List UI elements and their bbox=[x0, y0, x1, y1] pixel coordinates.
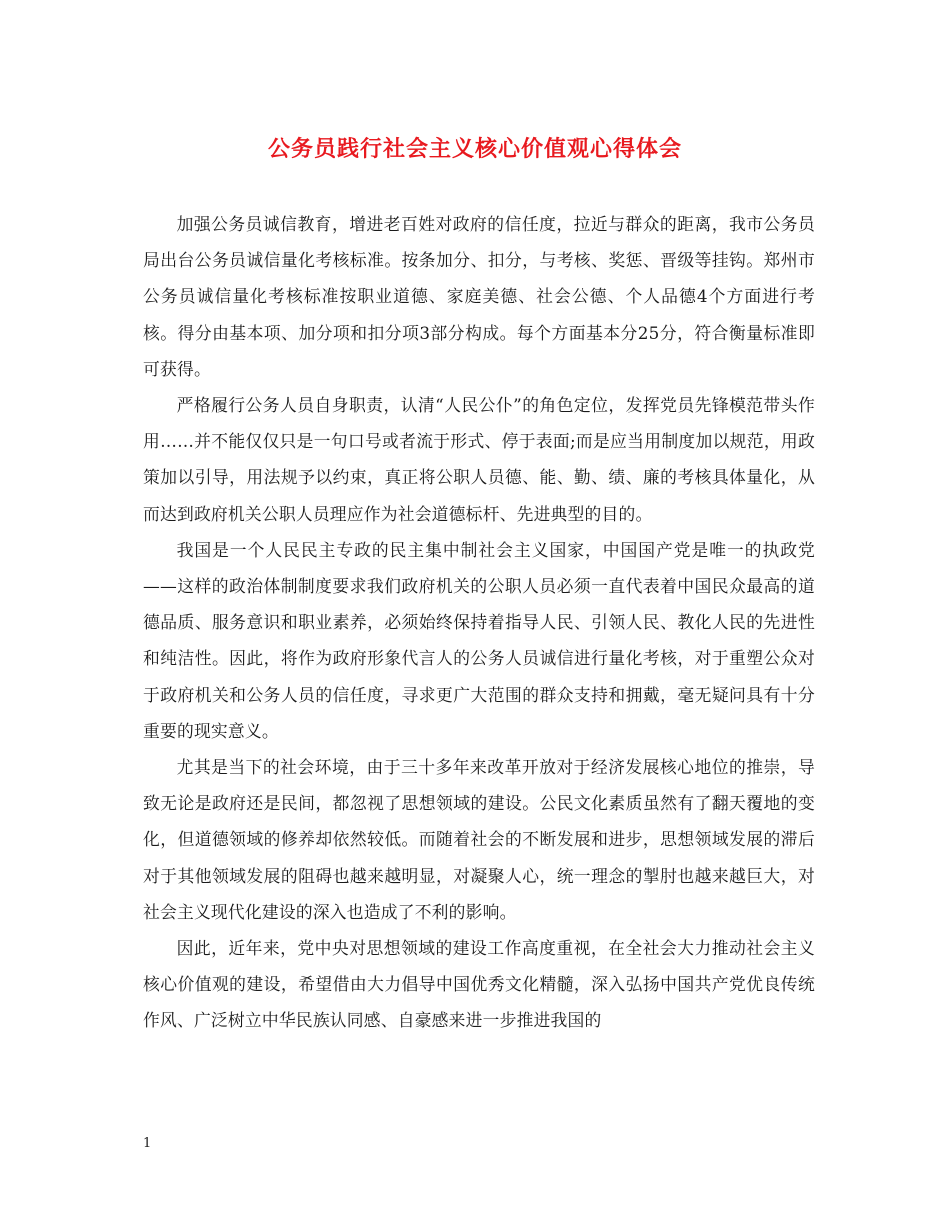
document-title: 公务员践行社会主义核心价值观心得体会 bbox=[267, 136, 682, 162]
paragraph: 尤其是当下的社会环境，由于三十多年来改革开放对于经济发展核心地位的推崇，导致无论是政府还是民间，都忽视了思想领域的建设。公民文化素质虽然有了翻天覆地的变化，但道德领域的修养却依然较低。而随着社会的不断发展和进步，思想领域发展的滞后对于其他领域发展的阻碍也越来越明显，对凝聚人心，统一理念的掣肘也越来越巨大，对社会主义现代化建设的深入也造成了不利的影响。 bbox=[143, 757, 815, 922]
paragraph: 因此，近年来，党中央对思想领域的建设工作高度重视，在全社会大力推动社会主义核心价值观的建设，希望借由大力倡导中国优秀文化精髓，深入弘扬中国共产党优良传统作风、广泛树立中华民族认同感、自豪感来进一步推进我国的 bbox=[143, 938, 815, 1031]
document-body bbox=[143, 206, 815, 1039]
paragraph: 加强公务员诚信教育，增进老百姓对政府的信任度，拉近与群众的距离，我市公务员局出台公务员诚信量化考核标准。按条加分、扣分，与考核、奖惩、晋级等挂钩。郑州市公务员诚信量化考核标准按职业道德、家庭美德、社会公德、个人品德4个方面进行考核。得分由基本项、加分项和扣分项3部分构成。每个方面基本分25分，符合衡量标准即可获得。 bbox=[143, 214, 815, 379]
page-number: 1 bbox=[143, 1136, 152, 1151]
paragraph: 我国是一个人民民主专政的民主集中制社会主义国家，中国国产党是唯一的执政党——这样的政治体制制度要求我们政府机关的公职人员必须一直代表着中国民众最高的道德品质、服务意识和职业素养，必须始终保持着指导人民、引领人民、教化人民的先进性和纯洁性。因此，将作为政府形象代言人的公务人员诚信进行量化考核，对于重塑公众对于政府机关和公务人员的信任度，寻求更广大范围的群众支持和拥戴，毫无疑问具有十分重要的现实意义。 bbox=[143, 539, 815, 741]
paragraph: 严格履行公务人员自身职责，认清“人民公仆”的角色定位，发挥党员先锋模范带头作用……并不能仅仅只是一句口号或者流于形式、停于表面;而是应当用制度加以规范，用政策加以引导，用法规予以约束，真正将公职人员德、能、勤、绩、廉的考核具体量化，从而达到政府机关公职人员理应作为社会道德标杆、先进典型的目的。 bbox=[143, 395, 815, 524]
